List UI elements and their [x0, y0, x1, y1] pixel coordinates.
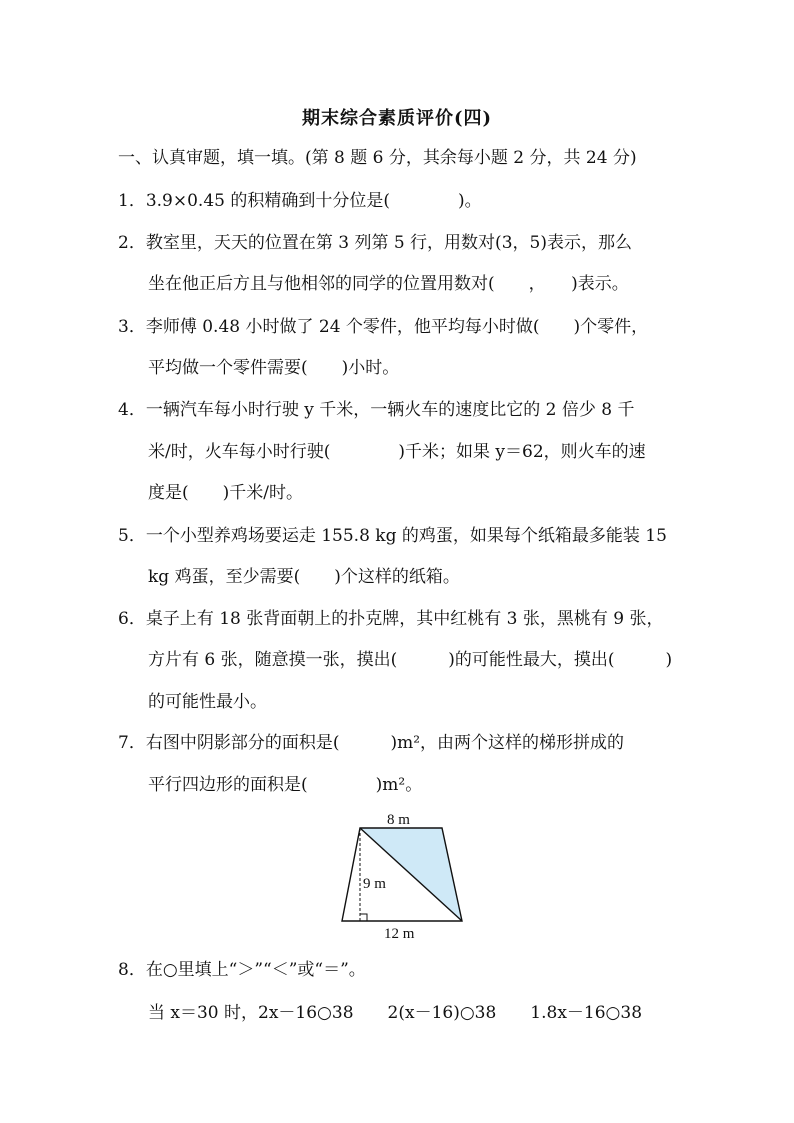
- bottom-base-label: 12 m: [384, 926, 415, 942]
- question-6-line-3: 的可能性最小。: [148, 692, 267, 712]
- question-1: 1．3.9×0.45 的积精确到十分位是( )。: [118, 191, 482, 211]
- question-3-line-1: 3．李师傅 0.48 小时做了 24 个零件，他平均每小时做( )个零件，: [118, 317, 649, 337]
- question-4-line-1: 4．一辆汽车每小时行驶 y 千米，一辆火车的速度比它的 2 倍少 8 千: [118, 400, 635, 420]
- question-7-line-1: 7．右图中阴影部分的面积是( )m²，由两个这样的梯形拼成的: [118, 733, 625, 753]
- question-6-line-2: 方片有 6 张，随意摸一张，摸出( )的可能性最大，摸出( ): [148, 650, 673, 670]
- page-title: 期末综合素质评价(四): [301, 108, 493, 129]
- question-2-line-2: 坐在他正后方且与他相邻的同学的位置用数对( ， )表示。: [148, 274, 629, 294]
- top-base-label: 8 m: [387, 812, 410, 828]
- question-5-line-2: kg 鸡蛋，至少需要( )个这样的纸箱。: [148, 567, 460, 587]
- question-7-line-2: 平行四边形的面积是( )m²。: [148, 775, 423, 795]
- question-8-line-2: 当 x＝30 时，2x－16○38 2(x－16)○38 1.8x－16○38: [148, 1003, 643, 1023]
- trapezoid-diagram: [332, 806, 472, 946]
- question-3-line-2: 平均做一个零件需要( )小时。: [148, 358, 400, 378]
- question-4-line-2: 米/时，火车每小时行驶( )千米；如果 y＝62，则火车的速: [148, 442, 646, 462]
- right-angle-mark: [360, 914, 367, 921]
- height-label: 9 m: [363, 876, 386, 892]
- question-2-line-1: 2．教室里，天天的位置在第 3 列第 5 行，用数对(3，5)表示，那么: [118, 233, 632, 253]
- question-4-line-3: 度是( )千米/时。: [148, 483, 303, 503]
- question-8-line-1: 8．在○里填上“＞”“＜”或“＝”。: [118, 960, 366, 980]
- section-heading: 一、认真审题，填一填。(第 8 题 6 分，其余每小题 2 分，共 24 分): [118, 148, 637, 168]
- question-6-line-1: 6．桌子上有 18 张背面朝上的扑克牌，其中红桃有 3 张，黑桃有 9 张，: [118, 609, 664, 629]
- question-5-line-1: 5．一个小型养鸡场要运走 155.8 kg 的鸡蛋，如果每个纸箱最多能装 15: [118, 526, 667, 546]
